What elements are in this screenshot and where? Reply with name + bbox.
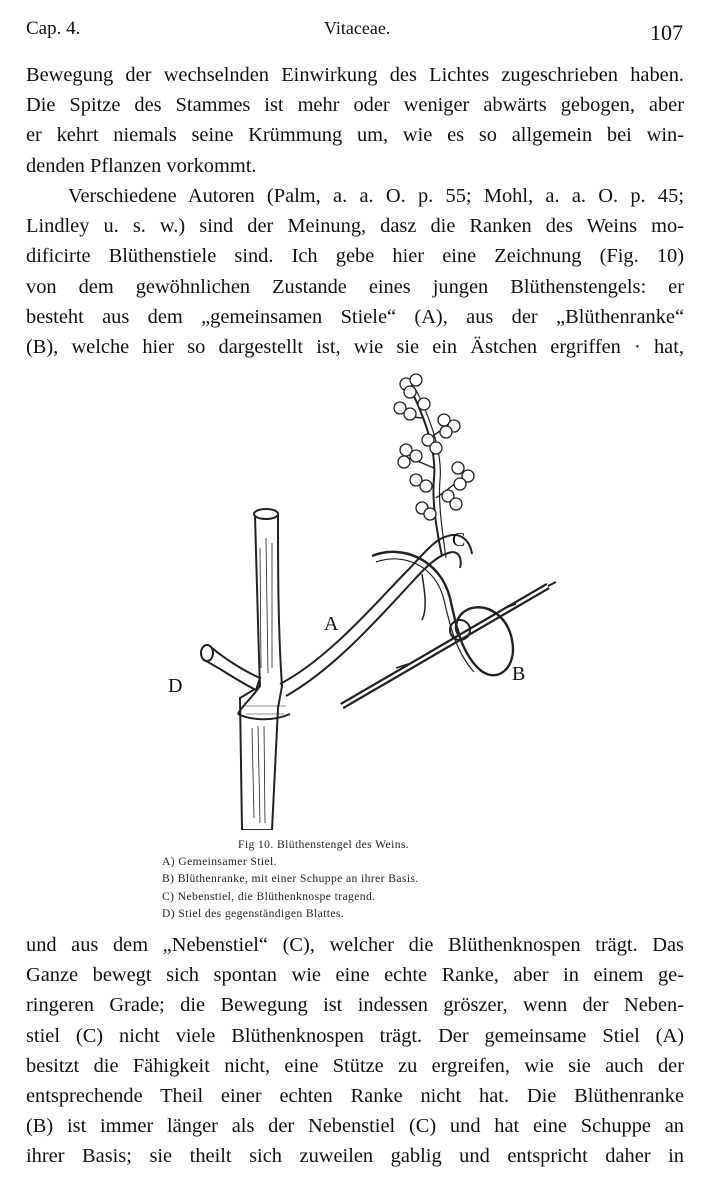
- text-line: Bewegung der wechselnden Einwirkung des Lichtes zugeschrieben haben.: [26, 64, 684, 86]
- text-line: Verschiedene Autoren (Palm, a. a. O. p. 55; Mohl, a. a. O. p. 45;: [68, 185, 684, 207]
- vine-illustration: [160, 368, 560, 830]
- paragraph-second: [26, 181, 684, 362]
- opposite-leaf-stalk-drawing: [201, 645, 260, 690]
- label-a: A: [324, 613, 339, 635]
- running-header: [26, 18, 683, 48]
- paragraph-top: [26, 60, 684, 181]
- caption-item: B) Blüthenranke, mit einer Schuppe an ihrer Basis.: [162, 872, 419, 886]
- twig-drawing: [342, 582, 556, 706]
- label-b: B: [512, 663, 526, 685]
- text-line: denden Pflanzen vorkommt.: [26, 154, 257, 177]
- text-line: besitzt die Fähigkeit nicht, eine Stütze zu ergreifen, wie sie auch der: [26, 1054, 684, 1077]
- tendril-coil-drawing: [372, 552, 513, 675]
- main-stem-drawing: [238, 509, 290, 830]
- text-line: (B) ist immer länger als der Nebenstiel (C) und hat eine Schuppe an: [26, 1115, 684, 1138]
- figure-caption: [162, 836, 542, 922]
- caption-item: C) Nebenstiel, die Blüthenknospe tragend.: [162, 889, 376, 903]
- label-c: C: [452, 529, 466, 551]
- figure-vine-tendril: [160, 368, 560, 830]
- text-line: Ganze bewegt sich spontan wie eine echte Ranke, aber in einem ge-: [26, 964, 684, 987]
- text-line: (B), welche hier so dargestellt ist, wie sie ein Ästchen ergriffen · hat,: [26, 336, 684, 359]
- text-line: dificirte Blüthenstiele sind. Ich gebe hier eine Zeichnung (Fig. 10): [26, 245, 684, 268]
- text-line: und aus dem „Nebenstiel“ (C), welcher die Blüthenknospen trägt. Das: [26, 934, 684, 956]
- text-line: besteht aus dem „gemeinsamen Stiele“ (A), aus der „Blüthenranke“: [26, 305, 684, 328]
- page-number: 107: [650, 20, 683, 45]
- caption-item: A) Gemeinsamer Stiel.: [162, 855, 277, 869]
- label-d: D: [168, 675, 183, 697]
- chapter-label: Cap. 4.: [26, 18, 81, 39]
- caption-title: Fig 10. Blüthenstengel des Weins.: [238, 838, 410, 851]
- text-line: Die Spitze des Stammes ist mehr oder weniger abwärts gebogen, aber: [26, 94, 684, 117]
- caption-item: D) Stiel des gegenständigen Blattes.: [162, 906, 345, 920]
- common-stalk-drawing: [280, 535, 472, 696]
- text-line: stiel (C) nicht viele Blüthenknospen trägt. Der gemeinsame Stiel (A): [26, 1024, 684, 1047]
- text-line: entsprechende Theil einer echten Ranke nicht hat. Die Blüthenranke: [26, 1085, 684, 1108]
- text-line: von dem gewöhnlichen Zustande eines jungen Blüthenstengels: er: [26, 275, 684, 298]
- paragraph-bottom: [26, 930, 684, 1172]
- text-line: Lindley u. s. w.) sind der Meinung, dasz die Ranken des Weins mo-: [26, 215, 684, 238]
- text-line: ringeren Grade; die Bewegung ist indessen gröszer, wenn der Neben-: [26, 994, 684, 1017]
- text-line: ihrer Basis; sie theilt sich zuweilen gablig und entspricht daher in: [26, 1145, 684, 1168]
- section-title: Vitaceae.: [324, 18, 391, 38]
- text-line: er kehrt niemals seine Krümmung um, wie es so allgemein bei win-: [26, 124, 684, 147]
